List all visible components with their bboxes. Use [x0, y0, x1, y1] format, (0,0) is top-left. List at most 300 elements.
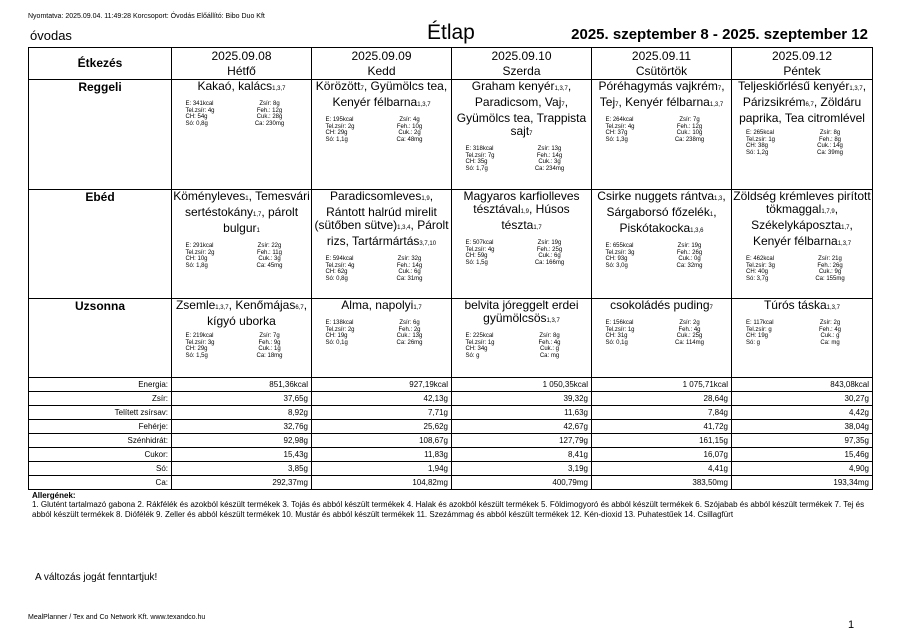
allergen-codes: 7 — [360, 86, 364, 92]
dish-name: Zöldség krémleves pirított tökmaggal — [733, 189, 871, 216]
nutrition-value: Ca: 238mg — [674, 136, 705, 143]
dish-name: , Kenőmájas — [228, 298, 296, 312]
nutrition-value: Só: 1,5g — [185, 352, 208, 359]
allergen-codes: 1,3,7 — [849, 86, 863, 92]
allergen-codes: 1,3,7 — [554, 86, 568, 92]
dish-text — [592, 299, 731, 315]
summary-value: 32,76g — [172, 420, 312, 434]
nutrition-value: Tel.zsír: 3g — [605, 249, 635, 256]
allergen-codes: 7 — [717, 86, 722, 92]
summary-value: 927,19kcal — [312, 378, 452, 392]
day-header — [452, 48, 592, 80]
nutrition-info — [186, 101, 298, 127]
summary-value: 28,64g — [592, 392, 732, 406]
menu-cell — [312, 190, 452, 299]
summary-value: 383,50mg — [592, 476, 732, 490]
nutrition-value: Zsír: 13g — [537, 146, 562, 152]
summary-label: Fehérje: — [29, 420, 172, 434]
menu-cell — [732, 190, 873, 299]
dish-name: Paradicsomleves — [329, 189, 422, 203]
allergen-codes: 1,3,6 — [690, 228, 704, 234]
day-name: Kedd — [367, 63, 396, 78]
nutrition-info — [606, 243, 718, 269]
nutrition-value: Tel.zsír: 4g — [325, 262, 355, 269]
nutrition-value: E: 265kcal — [746, 130, 775, 136]
menu-cell — [452, 80, 592, 190]
allergen-codes: 1,3,7 — [272, 86, 286, 92]
dish-text — [592, 80, 731, 112]
dish-text — [732, 80, 872, 125]
nutrition-value: CH: 10g — [185, 256, 208, 262]
dish-name: , párolt bulgur — [223, 205, 299, 235]
nutrition-value: Ca: 31mg — [396, 275, 423, 282]
allergen-codes: 1,7 — [533, 225, 542, 231]
nutrition-info — [466, 240, 578, 266]
menu-cell — [732, 80, 873, 190]
allergen-codes: 7 — [561, 102, 565, 108]
nutrition-value: Zsír: 21g — [818, 256, 842, 262]
dish-name: , Székelykáposzta — [751, 202, 842, 232]
menu-cell — [732, 299, 873, 378]
nutrition-value: CH: 59g — [465, 253, 488, 259]
nutrition-value: Tel.zsír: 4g — [605, 123, 635, 130]
nutrition-value: CH: 19g — [325, 333, 348, 339]
nutrition-value: CH: 34g — [465, 346, 488, 352]
nutrition-value: E: 195kcal — [325, 117, 354, 123]
summary-label: Telített zsírsav: — [29, 406, 172, 420]
nutrition-value: CH: 40g — [746, 269, 769, 275]
nutrition-value: Zsír: 8g — [539, 333, 560, 339]
nutrition-value: Só: 1,3g — [605, 136, 628, 143]
nutrition-value: Feh.: 8g — [818, 136, 841, 143]
summary-label: Szénhidrát: — [29, 434, 172, 448]
summary-value: 41,72g — [592, 420, 732, 434]
nutrition-value: E: 507kcal — [465, 240, 494, 246]
dish-name: Körözött — [315, 79, 361, 93]
menu-table — [28, 47, 873, 490]
allergen-codes: 1,3,7 — [215, 305, 229, 311]
nutrition-value: Ca: 230mg — [254, 120, 285, 127]
summary-row — [29, 434, 873, 448]
nutrition-value: Só: 0,1g — [325, 339, 348, 346]
dish-name: , Temesvári sertéstokány — [184, 189, 310, 219]
dish-text — [732, 299, 872, 315]
day-name: Hétfő — [227, 63, 256, 78]
nutrition-value: CH: 29g — [325, 130, 348, 136]
nutrition-info — [606, 320, 718, 346]
day-name: Szerda — [502, 63, 541, 78]
nutrition-value: E: 341kcal — [185, 101, 214, 107]
page-title: Étlap — [427, 21, 475, 44]
dish-name: , Rántott halrúd mirelit (sütőben sütve) — [314, 189, 437, 232]
dish-name: Alma, napolyi — [341, 298, 414, 312]
nutrition-value: CH: 93g — [605, 256, 628, 262]
day-date: 2025.09.11 — [631, 48, 692, 63]
nutrition-value: Tel.zsír: 2g — [185, 249, 215, 256]
allergen-codes: 1,3,7 — [417, 102, 431, 108]
dish-name: Kakaó, kalács — [197, 79, 273, 93]
nutrition-value: Cuk.: 6g — [538, 253, 561, 259]
dish-name: , Paradicsom, Vaj — [474, 79, 572, 109]
dish-name: , Gyümölcs tea, Trappista sajt — [456, 95, 587, 138]
dish-name: Túrós táska — [763, 298, 827, 312]
day-header — [592, 48, 732, 80]
nutrition-info — [326, 256, 438, 282]
nutrition-value: Tel.zsír: 1g — [605, 326, 635, 333]
allergen-codes: 7 — [615, 102, 619, 108]
nutrition-value: Cuk.: 28g — [256, 114, 283, 120]
nutrition-value: Tel.zsír: 4g — [185, 107, 215, 114]
nutrition-value: Feh.: 26g — [817, 262, 843, 269]
nutrition-value: Feh.: 2g — [398, 326, 421, 333]
summary-value: 1 050,35kcal — [452, 378, 592, 392]
nutrition-info — [606, 117, 718, 143]
nutrition-value: Só: g — [746, 339, 761, 346]
day-date: 2025.09.12 — [771, 48, 833, 63]
menu-cell — [452, 299, 592, 378]
summary-row — [29, 476, 873, 490]
nutrition-value: Feh.: 26g — [676, 249, 703, 256]
nutrition-value: Só: 0,8g — [325, 275, 348, 282]
dish-name: belvita jóreggelt erdei gyümölcsös — [464, 298, 579, 325]
nutrition-info — [186, 333, 298, 359]
dish-text — [452, 299, 591, 328]
meal-row — [29, 80, 873, 190]
nutrition-value: Zsír: 8g — [259, 101, 280, 107]
nutrition-value: Só: 1,5g — [465, 259, 488, 266]
nutrition-value: E: 219kcal — [185, 333, 214, 339]
nutrition-value: CH: 31g — [605, 333, 628, 339]
summary-value: 25,62g — [312, 420, 452, 434]
dish-name: Graham kenyér — [471, 79, 555, 93]
nutrition-value: E: 117kcal — [746, 320, 774, 326]
summary-label: Cukor: — [29, 448, 172, 462]
nutrition-value: Feh.: 4g — [678, 326, 701, 333]
allergen-codes: 1,9 — [520, 209, 529, 215]
dish-text — [172, 299, 311, 328]
nutrition-value: E: 655kcal — [605, 243, 634, 249]
summary-value: 11,83g — [312, 448, 452, 462]
allergen-codes: 1 — [245, 196, 249, 202]
nutrition-value: Feh.: 9g — [258, 339, 281, 346]
meal-row — [29, 299, 873, 378]
menu-cell — [172, 299, 312, 378]
nutrition-value: Cuk.: 10g — [676, 130, 703, 136]
summary-row — [29, 392, 873, 406]
nutrition-value: Zsír: 6g — [399, 320, 420, 326]
dish-name: Köményleves — [173, 189, 246, 203]
nutrition-value: Tel.zsír: 2g — [325, 326, 355, 333]
day-date: 2025.09.08 — [211, 48, 272, 63]
meal-name: Reggeli — [29, 80, 172, 190]
dish-text — [592, 190, 731, 238]
nutrition-value: Tel.zsír: 3g — [746, 262, 776, 269]
summary-value: 42,67g — [452, 420, 592, 434]
summary-value: 7,84g — [592, 406, 732, 420]
nutrition-value: Cuk.: 3g — [258, 256, 281, 262]
nutrition-value: Cuk.: 2g — [398, 130, 421, 136]
dish-name: Csirke nuggets rántva — [597, 189, 715, 203]
summary-value: 104,82mg — [312, 476, 452, 490]
footer-credit: MealPlanner / Tex and Co Network Kft. www.texandco.hu — [28, 614, 206, 621]
nutrition-value: Tel.zsír: 2g — [325, 123, 355, 130]
nutrition-value: Tel.zsír: 3g — [185, 339, 215, 346]
summary-row — [29, 462, 873, 476]
dish-name: , Kenyér félbarna — [618, 95, 710, 109]
nutrition-value: Tel.zsír: 7g — [465, 152, 495, 159]
day-header — [312, 48, 452, 80]
nutrition-value: Feh.: 4g — [818, 326, 841, 333]
summary-value: 11,63g — [452, 406, 592, 420]
summary-label: Energia: — [29, 378, 172, 392]
day-header — [172, 48, 312, 80]
nutrition-value: Feh.: 12g — [676, 123, 703, 130]
allergen-codes: 6,7 — [805, 102, 814, 108]
summary-value: 1 075,71kcal — [592, 378, 732, 392]
nutrition-value: Cuk.: 3g — [538, 159, 561, 165]
dish-text — [172, 190, 311, 238]
nutrition-value: E: 318kcal — [465, 146, 494, 152]
meal-column-header: Étkezés — [29, 48, 172, 80]
dish-text — [312, 190, 451, 251]
nutrition-value: Cuk.: g — [539, 346, 559, 352]
menu-cell — [592, 299, 732, 378]
allergen-codes: 1,7 — [413, 305, 422, 311]
allergen-codes: 1,7,9 — [821, 209, 835, 215]
summary-value: 4,41g — [592, 462, 732, 476]
allergen-codes: 7 — [529, 131, 533, 137]
nutrition-value: Só: 3,0g — [605, 262, 628, 269]
allergen-codes: 3,7,10 — [419, 241, 437, 247]
summary-value: 1,94g — [312, 462, 452, 476]
summary-label: Ca: — [29, 476, 172, 490]
summary-value: 7,71g — [312, 406, 452, 420]
nutrition-value: CH: 19g — [746, 333, 769, 339]
allergens-list: 1. Glutént tartalmazó gabona 2. Rákfélék és azokból készült termékek 3. Tojás és abból készült termékek 4. Halak és azokból készült termékek 5. Földimogyoró és abból készült termékek 6. Szójabab és abból készült termékek 7. Tej és abból készült termékek 8. Diófélék 9. Zeller és abból készült termékek 10. Mustár és abból készült termékek 11. Szezámmag és abból készült termékek 12. Kén-dioxid 13. Puhatestűek 14. Csillagfürt — [32, 500, 865, 519]
nutrition-value: CH: 37g — [605, 130, 628, 136]
nutrition-value: Zsír: 19g — [677, 243, 702, 249]
menu-cell — [592, 80, 732, 190]
menu-cell — [172, 80, 312, 190]
allergen-codes: 1,3 — [714, 196, 723, 202]
table-header-row — [29, 48, 873, 80]
nutrition-value: Feh.: 14g — [396, 262, 423, 269]
nutrition-value: Só: 0,1g — [605, 339, 628, 346]
allergens-title: Allergének: — [32, 491, 76, 500]
nutrition-value: Ca: 18mg — [256, 352, 283, 359]
nutrition-value: Só: 1,7g — [465, 165, 488, 172]
summary-value: 8,92g — [172, 406, 312, 420]
nutrition-value: E: 156kcal — [605, 320, 634, 326]
allergen-codes: 1,3,7 — [709, 102, 724, 108]
allergen-codes: 1,3,7 — [826, 305, 841, 311]
nutrition-info — [746, 130, 858, 156]
nutrition-info — [466, 333, 578, 359]
summary-value: 4,42g — [732, 406, 873, 420]
nutrition-value: CH: 54g — [185, 114, 208, 120]
nutrition-value: E: 594kcal — [325, 256, 354, 262]
nutrition-info — [326, 320, 438, 346]
summary-value: 38,04g — [732, 420, 873, 434]
dish-name: , Párolt rizs, Tartármártás — [326, 218, 449, 248]
nutrition-value: Ca: 48mg — [396, 136, 423, 143]
nutrition-value: Cuk.: 1g — [258, 346, 281, 352]
day-name: Péntek — [783, 63, 821, 78]
dish-name: , kígyó uborka — [207, 298, 308, 328]
print-info: Nyomtatva: 2025.09.04. 11:49:28 Korcsoport: Óvodás Előállító: Bibo Duo Kft — [28, 13, 265, 20]
nutrition-value: Cuk.: 9g — [818, 269, 842, 275]
nutrition-value: Zsír: 4g — [399, 117, 420, 123]
summary-value: 8,41g — [452, 448, 592, 462]
dish-name: , Zöldáru paprika, Tea citromlével — [739, 95, 865, 125]
dish-name: , Kenyér félbarna — [752, 218, 853, 248]
nutrition-value: E: 264kcal — [605, 117, 634, 123]
summary-value: 92,98g — [172, 434, 312, 448]
dish-name: Teljeskiőrlésű kenyér — [737, 79, 850, 93]
summary-value: 193,34mg — [732, 476, 873, 490]
allergen-codes: 1 — [709, 212, 714, 218]
summary-value: 4,90g — [732, 462, 873, 476]
nutrition-value: Só: 1,1g — [325, 136, 348, 143]
nutrition-value: Tel.zsír: 1g — [465, 339, 495, 346]
dish-name: , Tej — [599, 79, 725, 109]
menu-cell — [592, 190, 732, 299]
nutrition-info — [746, 256, 858, 282]
nutrition-value: CH: 35g — [465, 159, 488, 165]
dish-name: Zsemle — [175, 298, 216, 312]
nutrition-value: CH: 62g — [325, 269, 348, 275]
nutrition-value: Ca: 155mg — [815, 275, 845, 282]
nutrition-value: Zsír: 22g — [257, 243, 282, 249]
nutrition-value: Cuk.: 14g — [817, 143, 843, 149]
summary-row — [29, 378, 873, 392]
summary-value: 15,46g — [732, 448, 873, 462]
dish-text — [312, 299, 451, 315]
nutrition-info — [186, 243, 298, 269]
summary-label: Zsír: — [29, 392, 172, 406]
summary-value: 97,35g — [732, 434, 873, 448]
summary-row — [29, 420, 873, 434]
nutrition-value: Só: 1,8g — [185, 262, 208, 269]
nutrition-value: Feh.: 10g — [396, 123, 423, 130]
nutrition-value: Feh.: 4g — [538, 339, 561, 346]
summary-value: 15,43g — [172, 448, 312, 462]
allergen-codes: 6,7 — [295, 305, 304, 311]
day-header — [732, 48, 873, 80]
summary-value: 3,85g — [172, 462, 312, 476]
nutrition-info — [746, 320, 858, 346]
nutrition-value: Feh.: 25g — [536, 246, 563, 253]
nutrition-value: Só: 1,2g — [746, 149, 769, 156]
day-name: Csütörtök — [635, 63, 688, 78]
nutrition-value: Cuk.: 6g — [398, 269, 421, 275]
summary-value: 400,79mg — [452, 476, 592, 490]
nutrition-value: Ca: mg — [539, 352, 560, 359]
nutrition-value: Zsír: 2g — [819, 320, 841, 326]
dish-text — [732, 190, 872, 251]
menu-cell — [312, 80, 452, 190]
nutrition-value: Ca: 166mg — [534, 259, 565, 266]
nutrition-value: Cuk.: 0g — [678, 256, 701, 262]
dish-name: , Húsos tészta — [501, 202, 570, 232]
dish-text — [452, 80, 591, 141]
menu-period: 2025. szeptember 8 - 2025. szeptember 12 — [571, 26, 868, 43]
dish-name: , Párizsikrém — [742, 79, 867, 109]
dish-name: , Gyümölcs tea, Kenyér félbarna — [332, 79, 448, 109]
summary-value: 843,08kcal — [732, 378, 873, 392]
meal-row — [29, 190, 873, 299]
nutrition-info — [466, 146, 578, 172]
summary-row — [29, 406, 873, 420]
allergen-codes: 1,3,7 — [546, 318, 560, 324]
dish-text — [172, 80, 311, 96]
summary-value: 127,79g — [452, 434, 592, 448]
disclaimer: A változás jogát fenntartjuk! — [35, 572, 158, 583]
age-group-label: óvodas — [30, 28, 72, 43]
nutrition-value: Zsír: 32g — [397, 256, 422, 262]
nutrition-value: Ca: mg — [820, 339, 840, 346]
nutrition-value: CH: 38g — [746, 143, 769, 149]
nutrition-value: Tel.zsír: 1g — [746, 136, 776, 143]
allergen-codes: 7 — [709, 305, 713, 311]
nutrition-value: Ca: 45mg — [256, 262, 283, 269]
nutrition-value: E: 138kcal — [325, 320, 354, 326]
nutrition-value: Ca: 234mg — [534, 165, 565, 172]
summary-row — [29, 448, 873, 462]
menu-cell — [172, 190, 312, 299]
dish-text — [312, 80, 451, 112]
summary-value: 16,07g — [592, 448, 732, 462]
summary-value: 161,15g — [592, 434, 732, 448]
summary-value: 851,36kcal — [172, 378, 312, 392]
summary-value: 39,32g — [452, 392, 592, 406]
dish-name: , Sárgaborsó főzelék — [606, 189, 726, 219]
nutrition-value: Cuk.: 25g — [676, 333, 703, 339]
nutrition-value: Tel.zsír: g — [746, 326, 772, 333]
nutrition-value: Feh.: 12g — [256, 107, 283, 114]
summary-label: Só: — [29, 462, 172, 476]
summary-value: 108,67g — [312, 434, 452, 448]
meal-name: Uzsonna — [29, 299, 172, 378]
nutrition-value: Zsír: 7g — [679, 117, 700, 123]
nutrition-value: E: 225kcal — [465, 333, 494, 339]
nutrition-value: Feh.: 14g — [536, 152, 563, 159]
nutrition-value: Zsír: 8g — [819, 130, 841, 136]
nutrition-value: Cuk.: 13g — [396, 333, 423, 339]
page-number: 1 — [848, 619, 855, 631]
dish-text — [452, 190, 591, 235]
nutrition-value: Só: 3,7g — [746, 275, 769, 282]
dish-name: Magyaros karfiolleves tésztával — [463, 189, 580, 216]
allergen-codes: 1 — [256, 228, 260, 234]
summary-value: 30,27g — [732, 392, 873, 406]
nutrition-value: Zsír: 7g — [259, 333, 280, 339]
allergen-codes: 1,7 — [253, 212, 262, 218]
nutrition-value: Zsír: 19g — [537, 240, 562, 246]
allergen-codes: 1,3,4 — [397, 225, 411, 231]
day-date: 2025.09.10 — [491, 48, 552, 63]
nutrition-value: Só: g — [465, 352, 480, 359]
allergen-codes: 1,3,7 — [837, 241, 852, 247]
allergen-codes: 1,7 — [841, 225, 850, 231]
nutrition-value: CH: 29g — [185, 346, 208, 352]
dish-name: Póréhagymás vajkrém — [598, 79, 718, 93]
nutrition-value: Ca: 32mg — [676, 262, 703, 269]
dish-name: , Piskótakocka — [619, 205, 717, 235]
summary-value: 37,65g — [172, 392, 312, 406]
nutrition-value: Feh.: 11g — [257, 249, 282, 256]
menu-cell — [312, 299, 452, 378]
